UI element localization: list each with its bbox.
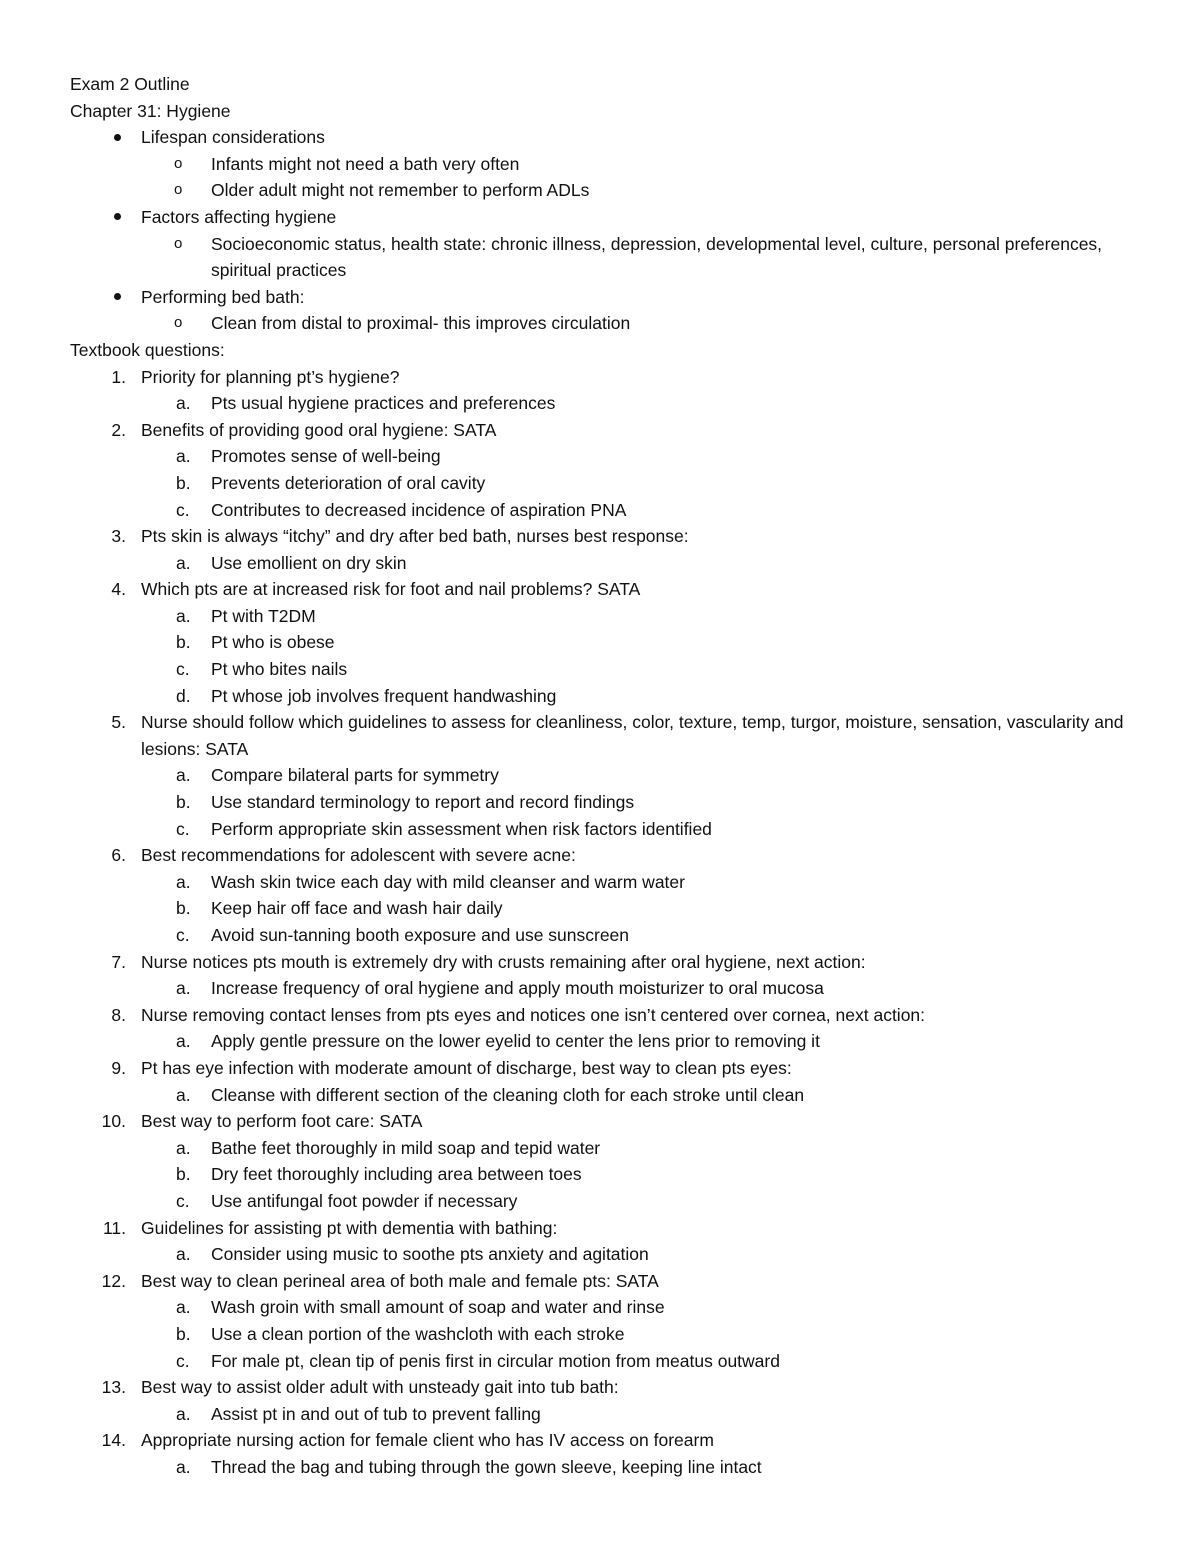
question-item (70, 1374, 1140, 1401)
outline-subitem-text: Socioeconomic status, health state: chronic illness, depression, developmental level, culture, personal preferences, spiritual practices (211, 233, 1103, 281)
answer-item (70, 390, 1140, 417)
answer-letter: a. (176, 552, 191, 573)
question-number: 6. (111, 845, 126, 866)
answer-text: Perform appropriate skin assessment when risk factors identified (211, 818, 712, 839)
question-item (70, 576, 1140, 603)
answer-item (70, 789, 1140, 816)
answer-text: Promotes sense of well-being (211, 446, 441, 467)
answer-text: Use emollient on dry skin (211, 552, 407, 573)
answer-letter: a. (176, 393, 191, 414)
answer-text: Use a clean portion of the washcloth with each stroke (211, 1323, 625, 1344)
bullet-icon (114, 204, 121, 231)
answer-letter: c. (176, 659, 190, 680)
answer-text: Bathe feet thoroughly in mild soap and tepid water (211, 1137, 601, 1158)
answer-item (70, 497, 1140, 524)
answer-item (70, 1294, 1140, 1321)
question-text: Nurse should follow which guidelines to assess for cleanliness, color, texture, temp, turgor, moisture, sensation, vascularity and lesions: SATA (141, 712, 1124, 759)
outline-subitem-text: Clean from distal to proximal- this improves circulation (211, 313, 631, 334)
answer-item (70, 975, 1140, 1002)
question-text: Best way to perform foot care: SATA (141, 1111, 423, 1132)
question-item (70, 1427, 1140, 1454)
answer-item (70, 603, 1140, 630)
answer-item (70, 869, 1140, 896)
bullet-icon (114, 124, 121, 151)
answer-item (70, 1348, 1140, 1375)
answer-text: Apply gentle pressure on the lower eyelid to center the lens prior to removing it (211, 1031, 820, 1052)
outline-subitem-text: Older adult might not remember to perform ADLs (211, 180, 590, 201)
answer-letter: a. (176, 605, 191, 626)
answer-letter: a. (176, 1456, 191, 1477)
answer-text: Prevents deterioration of oral cavity (211, 472, 486, 493)
answer-letter: a. (176, 1031, 191, 1052)
answer-item (70, 1241, 1140, 1268)
answer-text: Thread the bag and tubing through the gown sleeve, keeping line intact (211, 1456, 762, 1477)
answer-item (70, 656, 1140, 683)
answer-letter: a. (176, 1137, 191, 1158)
answer-item (70, 443, 1140, 470)
question-number: 8. (111, 1004, 126, 1025)
question-item (70, 1268, 1140, 1295)
question-item (70, 709, 1140, 762)
answer-item (70, 629, 1140, 656)
question-text: Benefits of providing good oral hygiene: SATA (141, 419, 497, 440)
question-item (70, 842, 1140, 869)
answer-item (70, 550, 1140, 577)
outline-subitem (70, 177, 1140, 204)
answer-item (70, 1454, 1140, 1481)
answer-letter: c. (176, 1350, 190, 1371)
question-text: Nurse removing contact lenses from pts eyes and notices one isn’t centered over cornea, next action: (141, 1004, 926, 1025)
answer-letter: a. (176, 1403, 191, 1424)
answer-letter: d. (176, 685, 191, 706)
answer-text: Wash groin with small amount of soap and water and rinse (211, 1297, 665, 1318)
answer-letter: a. (176, 1244, 191, 1265)
answer-text: Use standard terminology to report and record findings (211, 792, 635, 813)
answer-item (70, 1401, 1140, 1428)
question-item (70, 1215, 1140, 1242)
question-item (70, 1055, 1140, 1082)
question-number: 14. (101, 1430, 126, 1451)
answer-text: Compare bilateral parts for symmetry (211, 765, 499, 786)
question-text: Guidelines for assisting pt with dementia with bathing: (141, 1217, 558, 1238)
answer-text: Pts usual hygiene practices and preferences (211, 393, 556, 414)
question-number: 4. (111, 579, 126, 600)
chapter-heading: Chapter 31: Hygiene (70, 100, 231, 121)
answer-letter: a. (176, 765, 191, 786)
answer-text: Cleanse with different section of the cleaning cloth for each stroke until clean (211, 1084, 805, 1105)
textbook-questions-heading: Textbook questions: (70, 339, 225, 360)
answer-letter: a. (176, 871, 191, 892)
answer-text: Assist pt in and out of tub to prevent falling (211, 1403, 541, 1424)
question-item (70, 364, 1140, 391)
question-text: Best recommendations for adolescent with severe acne: (141, 845, 576, 866)
answer-letter: c. (176, 925, 190, 945)
question-item (70, 523, 1140, 550)
answer-item (70, 1188, 1140, 1215)
answer-text: Consider using music to soothe pts anxiety and agitation (211, 1244, 649, 1265)
answer-text: Wash skin twice each day with mild cleanser and warm water (211, 871, 685, 892)
answer-text: Dry feet thoroughly including area between toes (211, 1164, 582, 1185)
answer-item (70, 1082, 1140, 1109)
answer-item (70, 895, 1140, 922)
document-page (70, 71, 1140, 1480)
questions-list (70, 364, 1140, 1481)
answer-text: Pt with T2DM (211, 605, 316, 626)
document-title: Exam 2 Outline (70, 74, 190, 94)
question-item (70, 949, 1140, 976)
answer-text: For male pt, clean tip of penis first in circular motion from meatus outward (211, 1350, 780, 1371)
outline-subitem (70, 310, 1140, 337)
answer-letter: b. (176, 898, 191, 919)
answer-text: Pt who bites nails (211, 659, 348, 680)
question-item (70, 1108, 1140, 1135)
answer-text: Contributes to decreased incidence of aspiration PNA (211, 499, 627, 520)
question-number: 10. (101, 1111, 126, 1132)
answer-letter: b. (176, 792, 191, 813)
hollow-bullet-icon: o (174, 181, 183, 199)
outline-item (70, 284, 1140, 311)
answer-text: Keep hair off face and wash hair daily (211, 898, 503, 919)
answer-text: Avoid sun-tanning booth exposure and use sunscreen (211, 925, 630, 945)
answer-item (70, 683, 1140, 710)
outline-item-text: Lifespan considerations (141, 127, 325, 148)
answer-text: Pt whose job involves frequent handwashing (211, 685, 557, 706)
answer-text: Increase frequency of oral hygiene and apply mouth moisturizer to oral mucosa (211, 978, 824, 999)
question-text: Best way to clean perineal area of both male and female pts: SATA (141, 1270, 659, 1291)
question-item (70, 417, 1140, 444)
question-text: Appropriate nursing action for female client who has IV access on forearm (141, 1430, 714, 1451)
hollow-bullet-icon: o (174, 234, 183, 252)
answer-letter: a. (176, 978, 191, 999)
question-number: 5. (111, 712, 126, 733)
outline-item-text: Performing bed bath: (141, 286, 305, 307)
question-number: 2. (111, 419, 126, 440)
question-number: 13. (101, 1377, 126, 1398)
hollow-bullet-icon: o (174, 154, 183, 172)
question-item (70, 1002, 1140, 1029)
answer-letter: c. (176, 499, 190, 520)
answer-item (70, 1321, 1140, 1348)
answer-letter: b. (176, 632, 191, 653)
question-text: Which pts are at increased risk for foot and nail problems? SATA (141, 579, 641, 600)
answer-letter: b. (176, 1164, 191, 1185)
hollow-bullet-icon: o (174, 314, 183, 332)
answer-letter: a. (176, 1297, 191, 1318)
answer-text: Use antifungal foot powder if necessary (211, 1190, 518, 1211)
question-number: 11. (102, 1217, 126, 1238)
answer-item (70, 922, 1140, 949)
question-text: Best way to assist older adult with unsteady gait into tub bath: (141, 1377, 619, 1398)
answer-letter: a. (176, 1084, 191, 1105)
question-text: Nurse notices pts mouth is extremely dry with crusts remaining after oral hygiene, next action: (141, 951, 866, 972)
outline-list (70, 124, 1140, 337)
answer-item (70, 470, 1140, 497)
question-number: 1. (111, 366, 126, 387)
answer-letter: c. (176, 818, 190, 839)
question-text: Priority for planning pt’s hygiene? (141, 366, 400, 387)
answer-letter: c. (176, 1190, 190, 1211)
outline-item (70, 124, 1140, 151)
question-number: 7. (111, 951, 126, 972)
answer-item (70, 762, 1140, 789)
question-text: Pt has eye infection with moderate amount of discharge, best way to clean pts eyes: (141, 1057, 792, 1078)
question-number: 3. (111, 526, 126, 547)
answer-letter: b. (176, 1323, 191, 1344)
bullet-icon (114, 284, 121, 311)
outline-item (70, 204, 1140, 231)
answer-letter: a. (176, 446, 191, 467)
outline-subitem-text: Infants might not need a bath very often (211, 153, 520, 174)
outline-subitem (70, 151, 1140, 178)
outline-subitem (70, 231, 1140, 284)
answer-item (70, 1135, 1140, 1162)
question-number: 9. (111, 1057, 126, 1078)
answer-item (70, 816, 1140, 843)
question-text: Pts skin is always “itchy” and dry after bed bath, nurses best response: (141, 526, 689, 547)
question-number: 12. (101, 1270, 126, 1291)
answer-letter: b. (176, 472, 191, 493)
outline-item-text: Factors affecting hygiene (141, 206, 337, 227)
answer-item (70, 1028, 1140, 1055)
answer-text: Pt who is obese (211, 632, 335, 653)
answer-item (70, 1161, 1140, 1188)
